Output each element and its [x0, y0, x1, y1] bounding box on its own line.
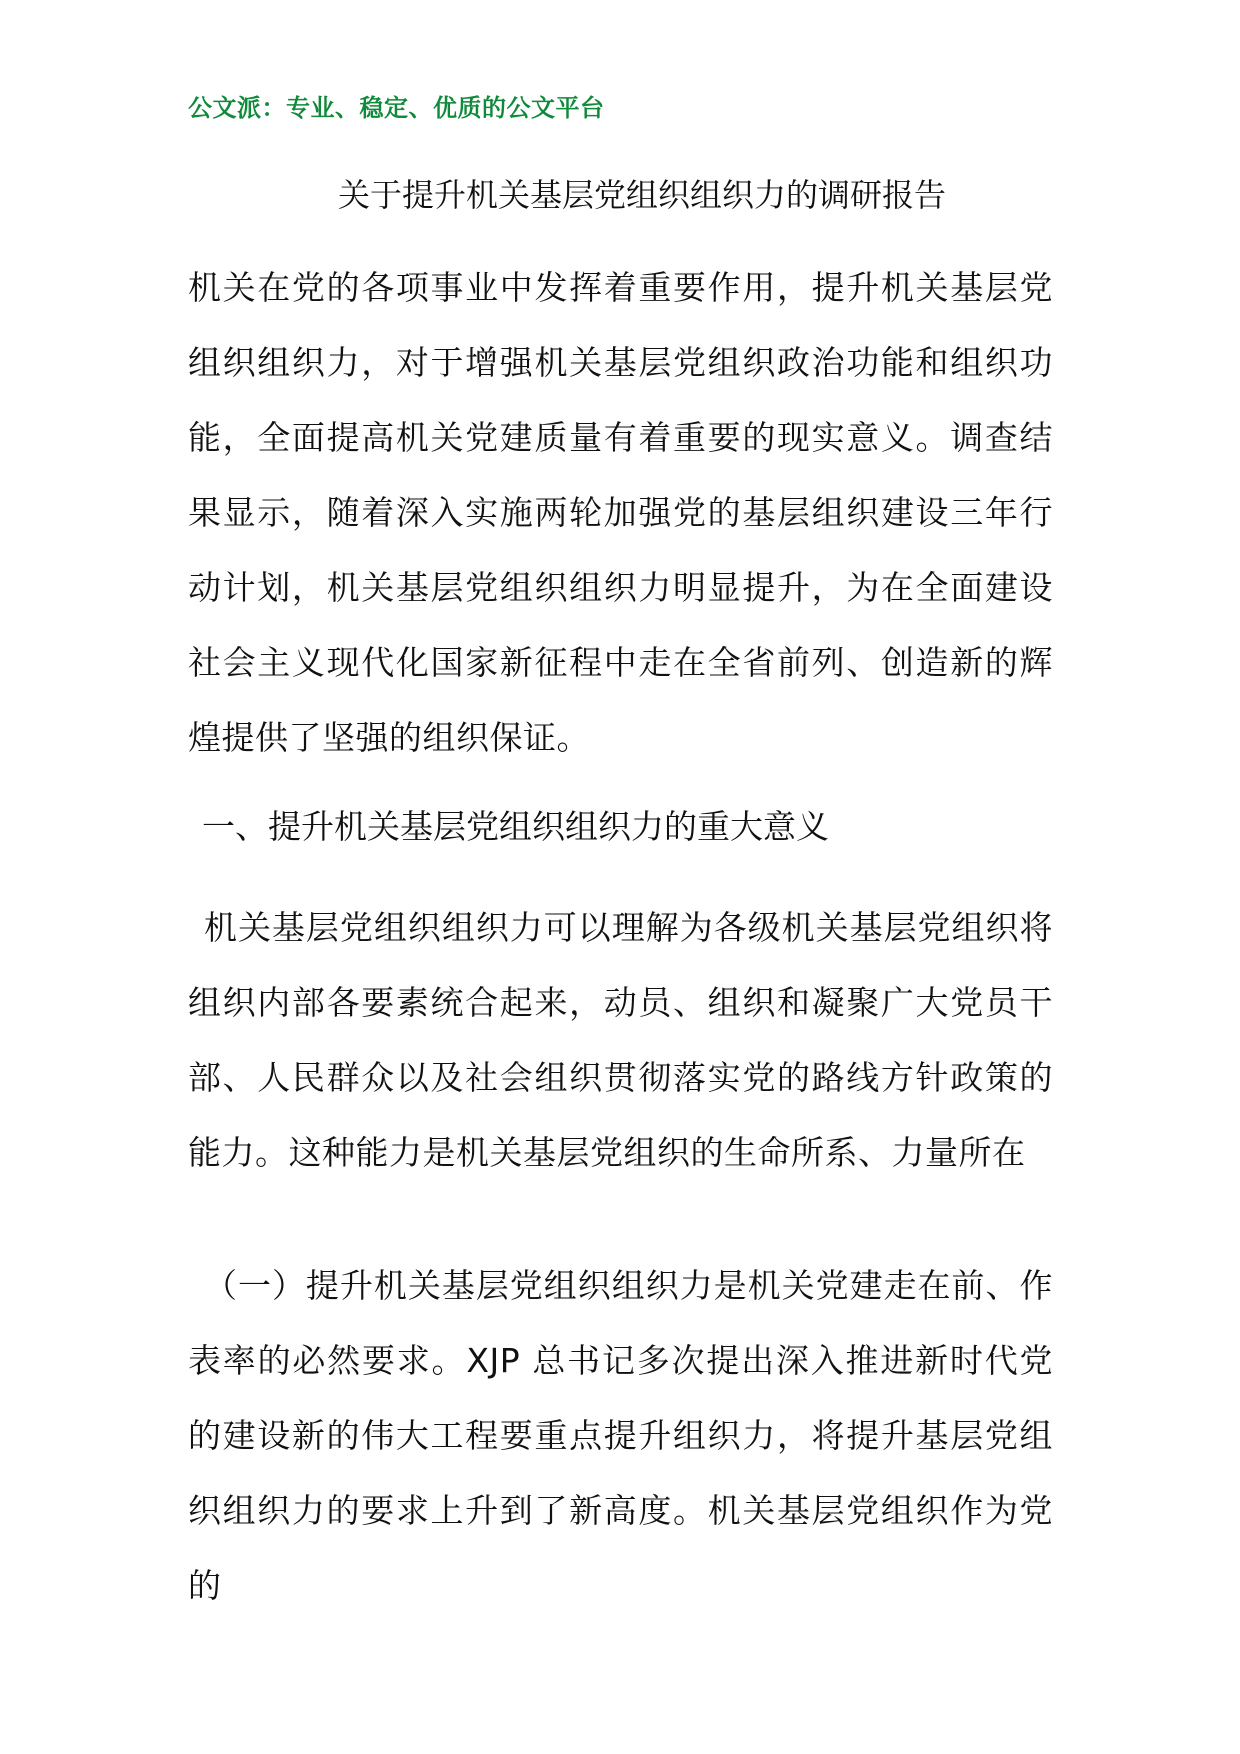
document-title: 关于提升机关基层党组织组织力的调研报告 [338, 176, 947, 214]
section-1-paragraph: 机关基层党组织组织力可以理解为各级机关基层党组织将组织内部各要素统合起来，动员、组织和凝聚广大党员干部、人民群众以及社会组织贯彻落实党的路线方针政策的能力。这种能力是机关基层党组织的生命所系、力量所在 [188, 908, 1053, 1172]
intro-paragraph-block [188, 250, 1053, 775]
intro-paragraph: 机关在党的各项事业中发挥着重要作用，提升机关基层党组织组织力，对于增强机关基层党组织政治功能和组织功能，全面提高机关党建质量有着重要的现实意义。调查结果显示，随着深入实施两轮加强党的基层组织建设三年行动计划，机关基层党组织组织力明显提升，为在全面建设社会主义现代化国家新征程中走在全省前列、创造新的辉煌提供了坚强的组织保证。 [188, 268, 1053, 757]
platform-header-note: 公文派：专业、稳定、优质的公文平台 [188, 94, 605, 122]
section-1-paragraph-block [188, 890, 1053, 1190]
subsection-1-paragraph: （一）提升机关基层党组织组织力是机关党建走在前、作表率的必然要求。XJP 总书记多次提出深入推进新时代党的建设新的伟大工程要重点提升组织力，将提升基层党组织组织力的要求上升到了新高度。机关基层党组织作为党的 [188, 1266, 1053, 1605]
subsection-paragraph-block [188, 1248, 1053, 1623]
section-heading-1: 一、提升机关基层党组织组织力的重大意义 [202, 807, 829, 846]
